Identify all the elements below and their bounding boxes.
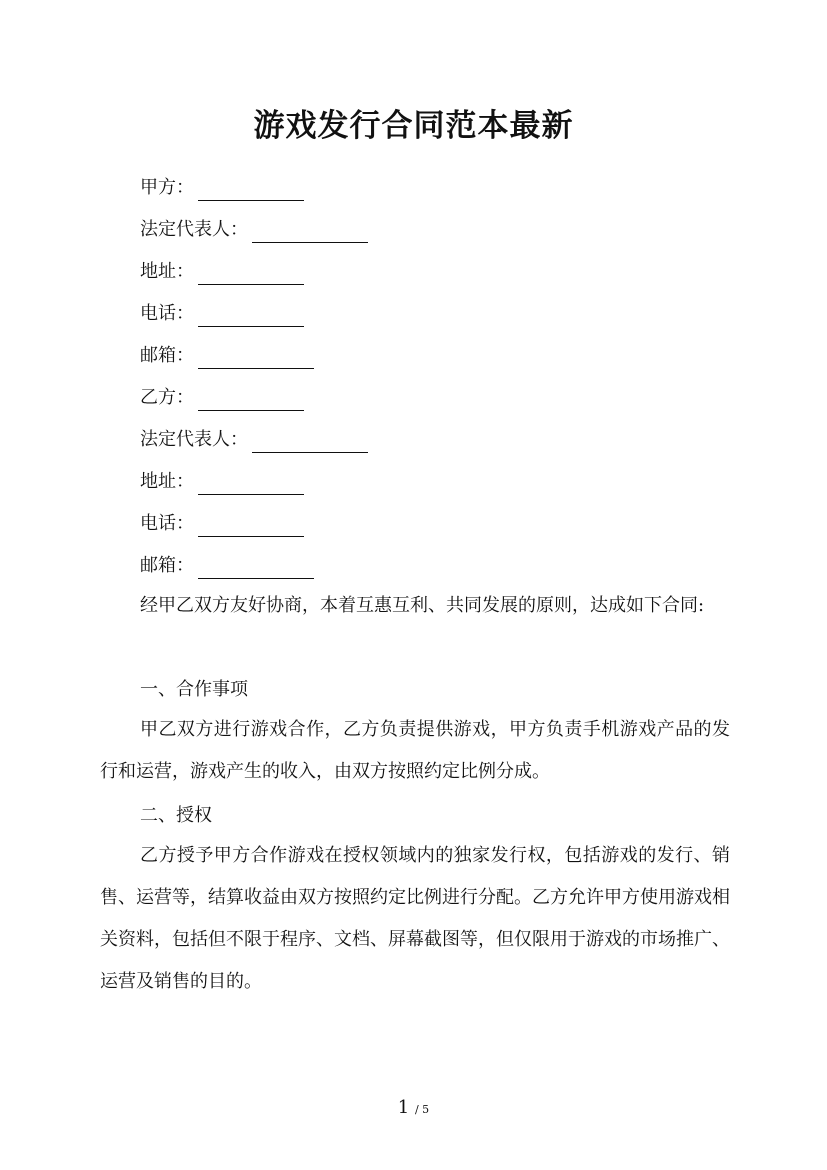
party-a-rep-label: 法定代表人： <box>140 219 248 240</box>
party-a-email-label: 邮箱： <box>140 345 194 366</box>
party-b-address-blank <box>198 474 304 495</box>
party-a-address-field <box>140 259 304 285</box>
party-b-phone-label: 电话： <box>140 513 194 534</box>
section-1-body: 甲乙双方进行游戏合作，乙方负责提供游戏，甲方负责手机游戏产品的发行和运营，游戏产生的收入，由双方按照约定比例分成。 <box>100 719 730 782</box>
party-b-phone-field <box>140 511 304 537</box>
section-2-heading: 二、授权 <box>140 805 212 826</box>
party-a-name-field <box>140 175 304 201</box>
party-a-rep-blank <box>252 222 368 243</box>
party-b-address-label: 地址： <box>140 471 194 492</box>
intro-paragraph: 经甲乙双方友好协商，本着互惠互利、共同发展的原则，达成如下合同: <box>140 595 705 616</box>
party-b-rep-field <box>140 427 368 453</box>
party-b-email-blank <box>198 558 314 579</box>
party-b-name-blank <box>198 390 304 411</box>
party-a-name-blank <box>198 180 304 201</box>
party-b-rep-label: 法定代表人： <box>140 429 248 450</box>
party-a-rep-field <box>140 217 368 243</box>
party-a-email-blank <box>198 348 314 369</box>
party-b-rep-blank <box>252 432 368 453</box>
party-b-address-field <box>140 469 304 495</box>
total-pages: / 5 <box>414 1103 430 1116</box>
party-a-name-label: 甲方： <box>140 177 194 198</box>
party-a-phone-label: 电话： <box>140 303 194 324</box>
party-a-address-blank <box>198 264 304 285</box>
document-title: 游戏发行合同范本最新 <box>253 108 574 144</box>
section-1-heading: 一、合作事项 <box>140 679 248 700</box>
party-a-address-label: 地址： <box>140 261 194 282</box>
party-a-phone-blank <box>198 306 304 327</box>
party-b-name-field <box>140 385 304 411</box>
party-a-email-field <box>140 343 314 369</box>
party-b-name-label: 乙方： <box>140 387 194 408</box>
party-b-email-label: 邮箱： <box>140 555 194 576</box>
page-indicator <box>0 1096 827 1122</box>
party-b-email-field <box>140 553 314 579</box>
current-page-number: 1 <box>397 1097 410 1118</box>
party-b-phone-blank <box>198 516 304 537</box>
section-2-body: 乙方授予甲方合作游戏在授权领域内的独家发行权，包括游戏的发行、销售、运营等，结算收益由双方按照约定比例进行分配。乙方允许甲方使用游戏相关资料，包括但不限于程序、文档、屏幕截图等，但仅限用于游戏的市场推广、运营及销售的目的。 <box>100 845 730 992</box>
party-a-phone-field <box>140 301 304 327</box>
